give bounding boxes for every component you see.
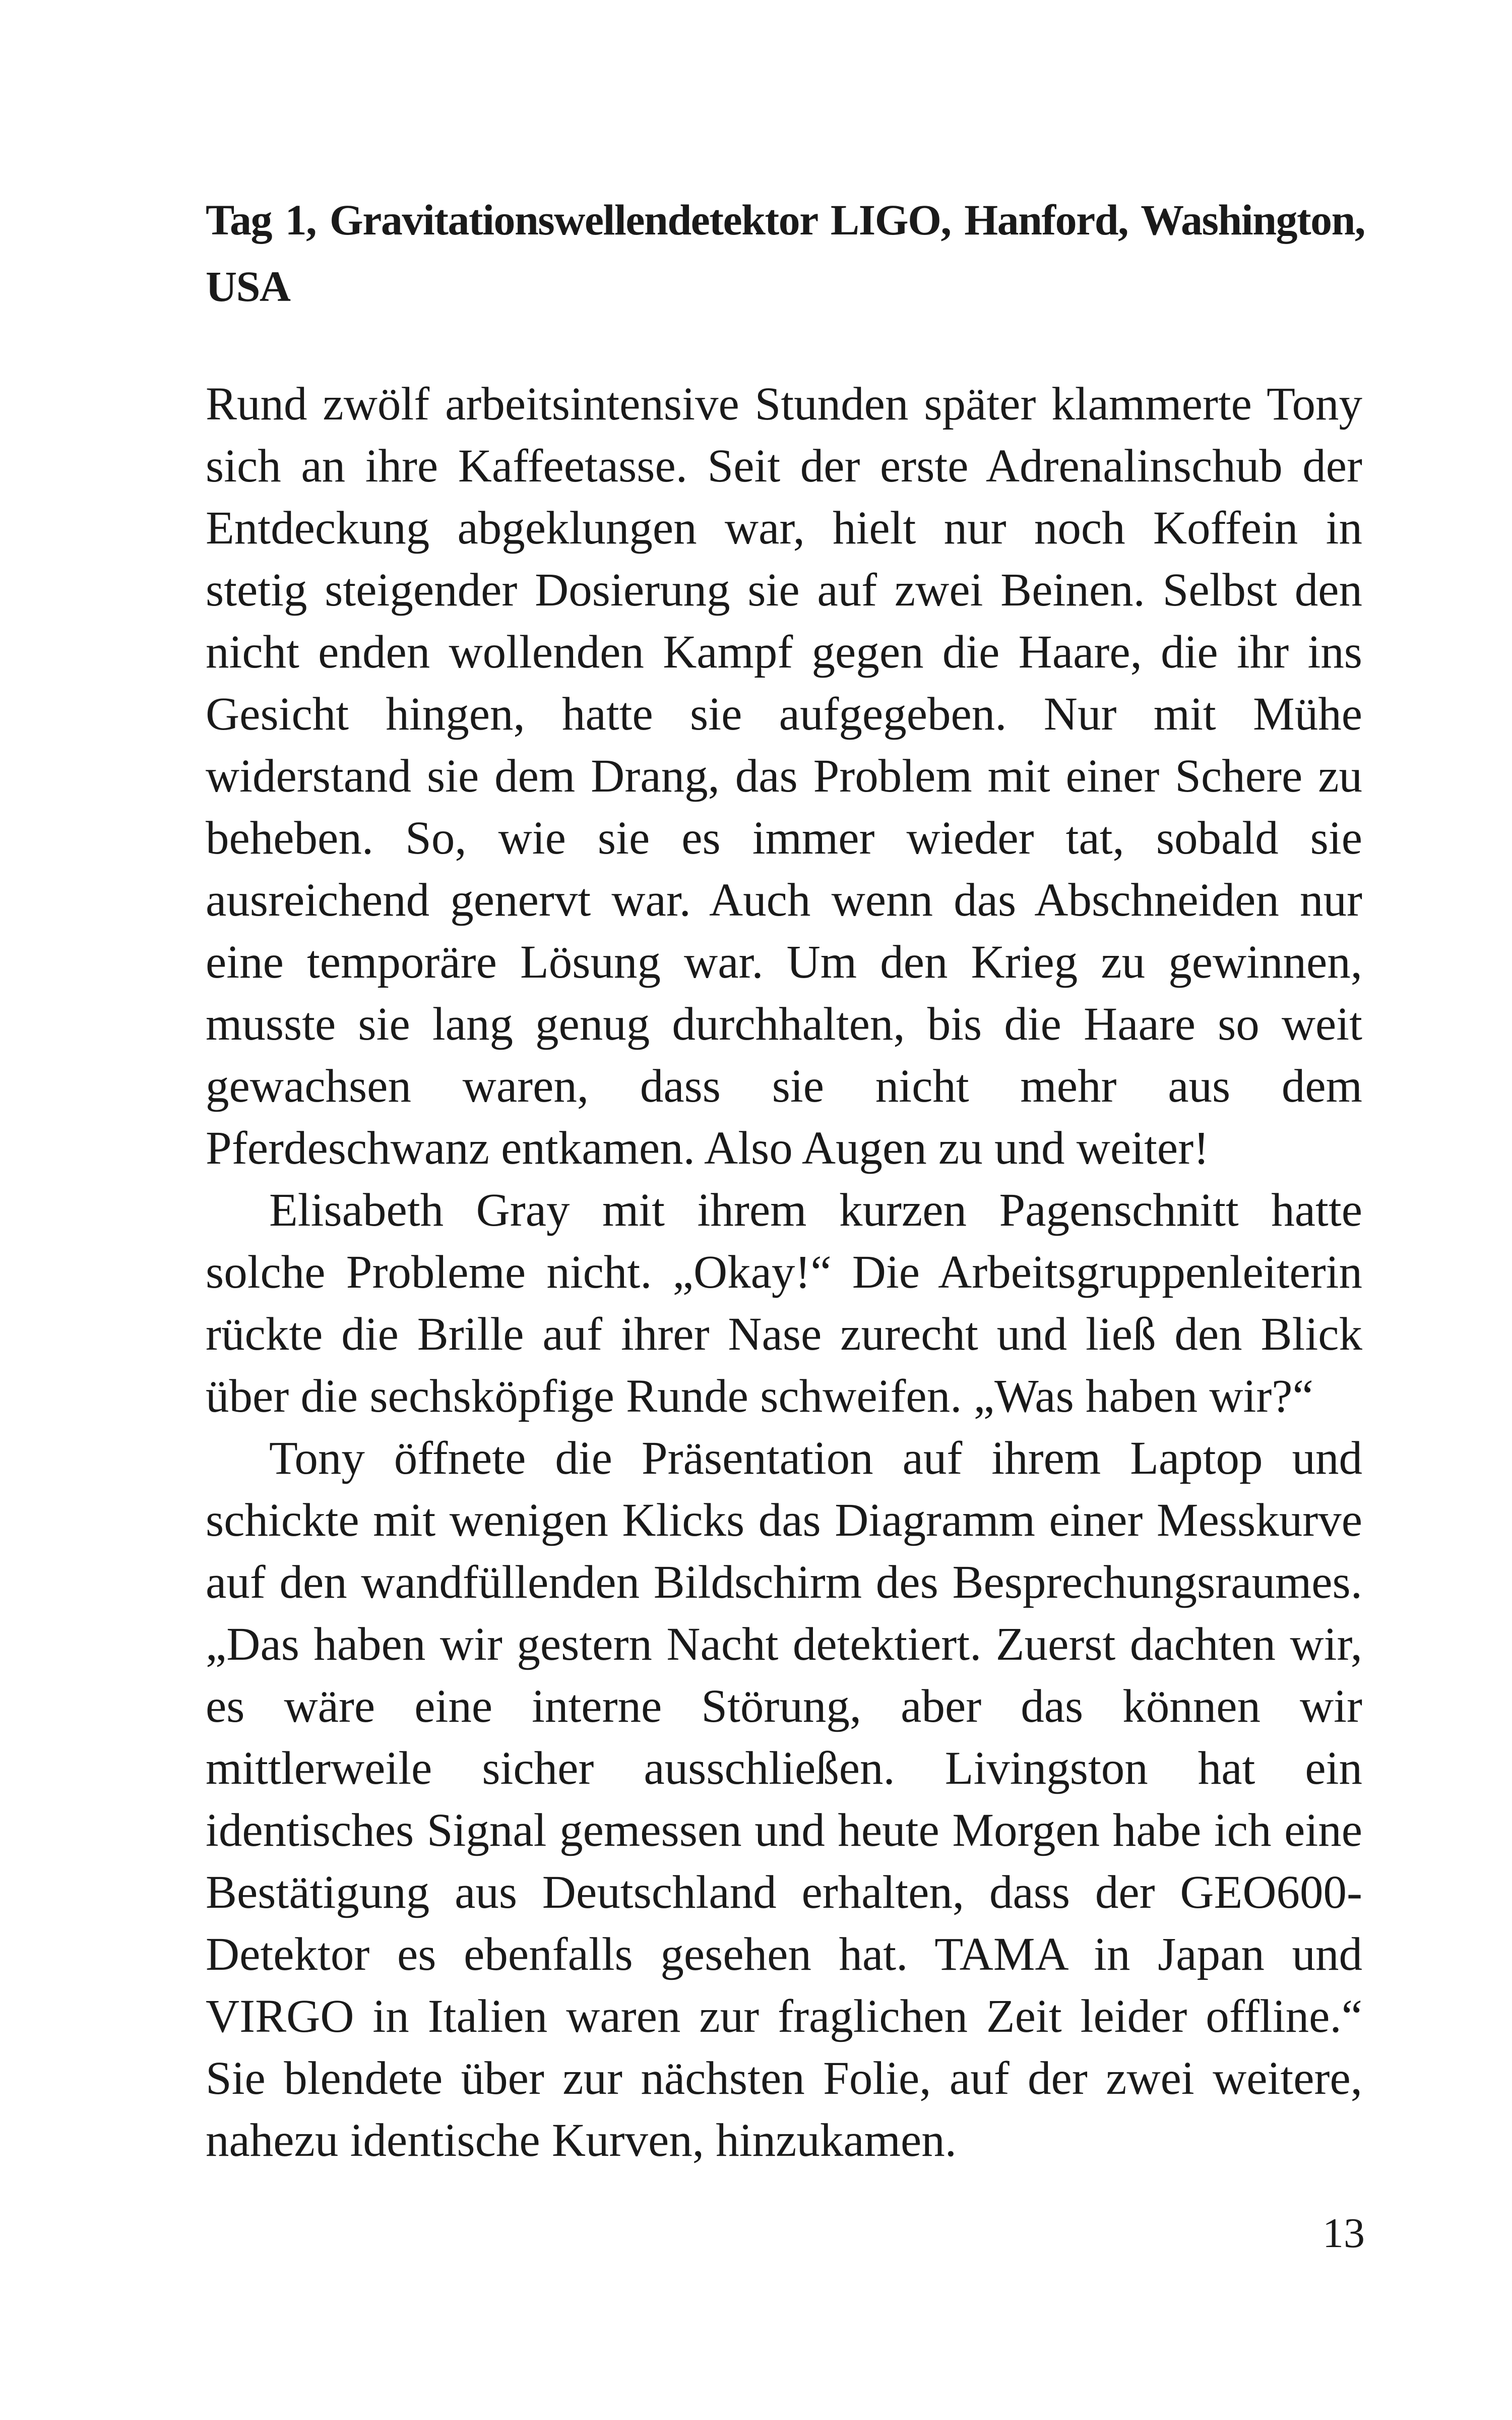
body-text [206,373,1362,2171]
page-number: 13 [1322,2210,1365,2257]
paragraph-2: Elisabeth Gray mit ihrem kurzen Pagenschnitt hatte solche Probleme nicht. „Okay!“ Die Arbeitsgruppenleiterin rückte die Brille auf ihrer Nase zurecht und ließ den Blick über die sechsköpfige Runde schweifen. „Was haben wir?“ [206,1184,1362,1422]
paragraph-3: Tony öffnete die Präsentation auf ihrem Laptop und schickte mit wenigen Klicks das Diagramm einer Messkurve auf den wandfüllenden Bildschirm des Besprechungsraumes. „Das haben wir gestern Nacht detektiert. Zuerst dachten wir, es wäre eine interne Störung, aber das können wir mittlerweile sicher ausschließen. Livingston hat ein identisches Signal gemessen und heute Morgen habe ich eine Bestätigung aus Deutschland erhalten, dass der GEO600-Detektor es ebenfalls gesehen hat. TAMA in Japan und VIRGO in Italien waren zur fraglichen Zeit leider offline.“ Sie blendete über zur nächsten Folie, auf der zwei weitere, nahezu identische Kurven, hinzukamen. [206,1432,1362,2166]
chapter-heading: Tag 1, Gravitationswellendetektor LIGO, Hanford, Washington, USA [206,196,1365,311]
paragraph-1: Rund zwölf arbeitsintensive Stunden später klammerte Tony sich an ihre Kaffeetasse. Seit der erste Adrenalinschub der Entdeckung abgeklungen war, hielt nur noch Koffein in stetig steigender Dosierung sie auf zwei Beinen. Selbst den nicht enden wollenden Kampf gegen die Haare, die ihr ins Gesicht hingen, hatte sie aufgegeben. Nur mit Mühe widerstand sie dem Drang, das Problem mit einer Schere zu beheben. So, wie sie es immer wieder tat, sobald sie ausreichend genervt war. Auch wenn das Abschneiden nur eine temporäre Lösung war. Um den Krieg zu gewinnen, musste sie lang genug durchhalten, bis die Haare so weit gewachsen waren, dass sie nicht mehr aus dem Pferdeschwanz entkamen. Also Augen zu und weiter! [206,378,1362,1174]
